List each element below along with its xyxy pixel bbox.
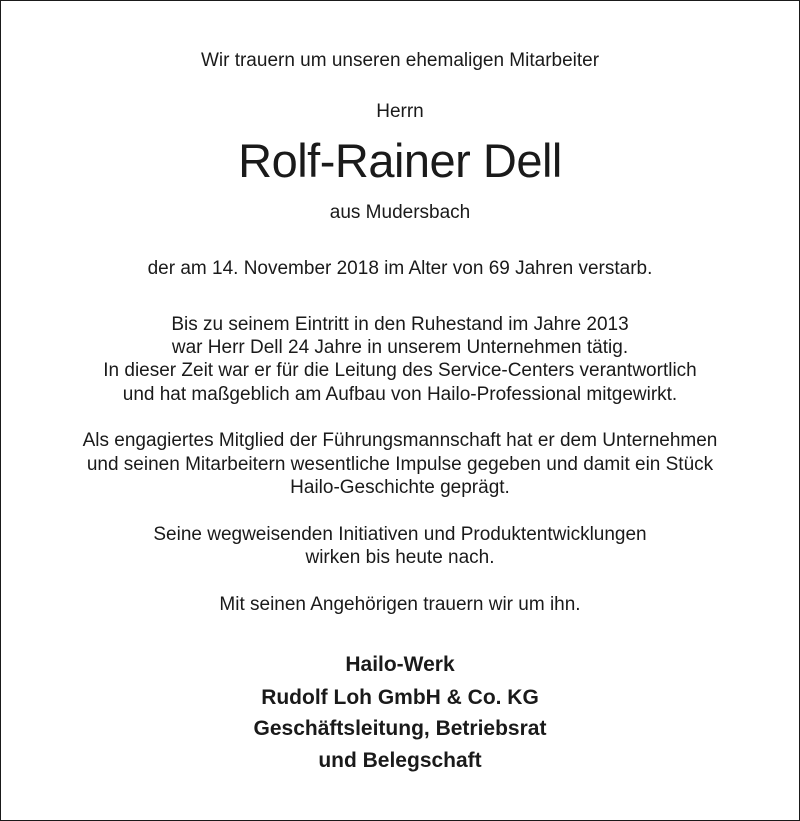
salutation: Herrn: [376, 101, 424, 122]
signature-line: Hailo-Werk: [345, 653, 455, 676]
signature-line: Geschäftsleitung, Betriebsrat: [253, 717, 547, 740]
paragraph1-line: und hat maßgeblich am Aufbau von Hailo-Professional mitgewirkt.: [122, 384, 678, 405]
closing-line: Mit seinen Angehörigen trauern wir um ihn.: [219, 594, 581, 615]
paragraph1-line: war Herr Dell 24 Jahre in unserem Unternehmen tätig.: [171, 337, 629, 358]
paragraph1-line: Bis zu seinem Eintritt in den Ruhestand im Jahre 2013: [171, 314, 629, 335]
signature-line: Rudolf Loh GmbH & Co. KG: [261, 686, 539, 709]
signature-line: und Belegschaft: [318, 749, 482, 772]
intro-line: Wir trauern um unseren ehemaligen Mitarbeiter: [200, 50, 600, 71]
death-line: der am 14. November 2018 im Alter von 69 Jahren verstarb.: [147, 258, 653, 279]
paragraph3-line: Seine wegweisenden Initiativen und Produktentwicklungen: [153, 524, 647, 545]
paragraph2-line: Hailo-Geschichte geprägt.: [290, 477, 510, 498]
deceased-name: Rolf-Rainer Dell: [238, 134, 562, 187]
paragraph3-line: wirken bis heute nach.: [305, 547, 495, 568]
paragraph1-line: In dieser Zeit war er für die Leitung des Service-Centers verantwortlich: [103, 360, 697, 381]
paragraph2-line: Als engagiertes Mitglied der Führungsmannschaft hat er dem Unternehmen: [82, 430, 718, 451]
paragraph2-line: und seinen Mitarbeitern wesentliche Impulse gegeben und damit ein Stück: [86, 454, 714, 475]
origin-line: aus Mudersbach: [329, 202, 471, 223]
